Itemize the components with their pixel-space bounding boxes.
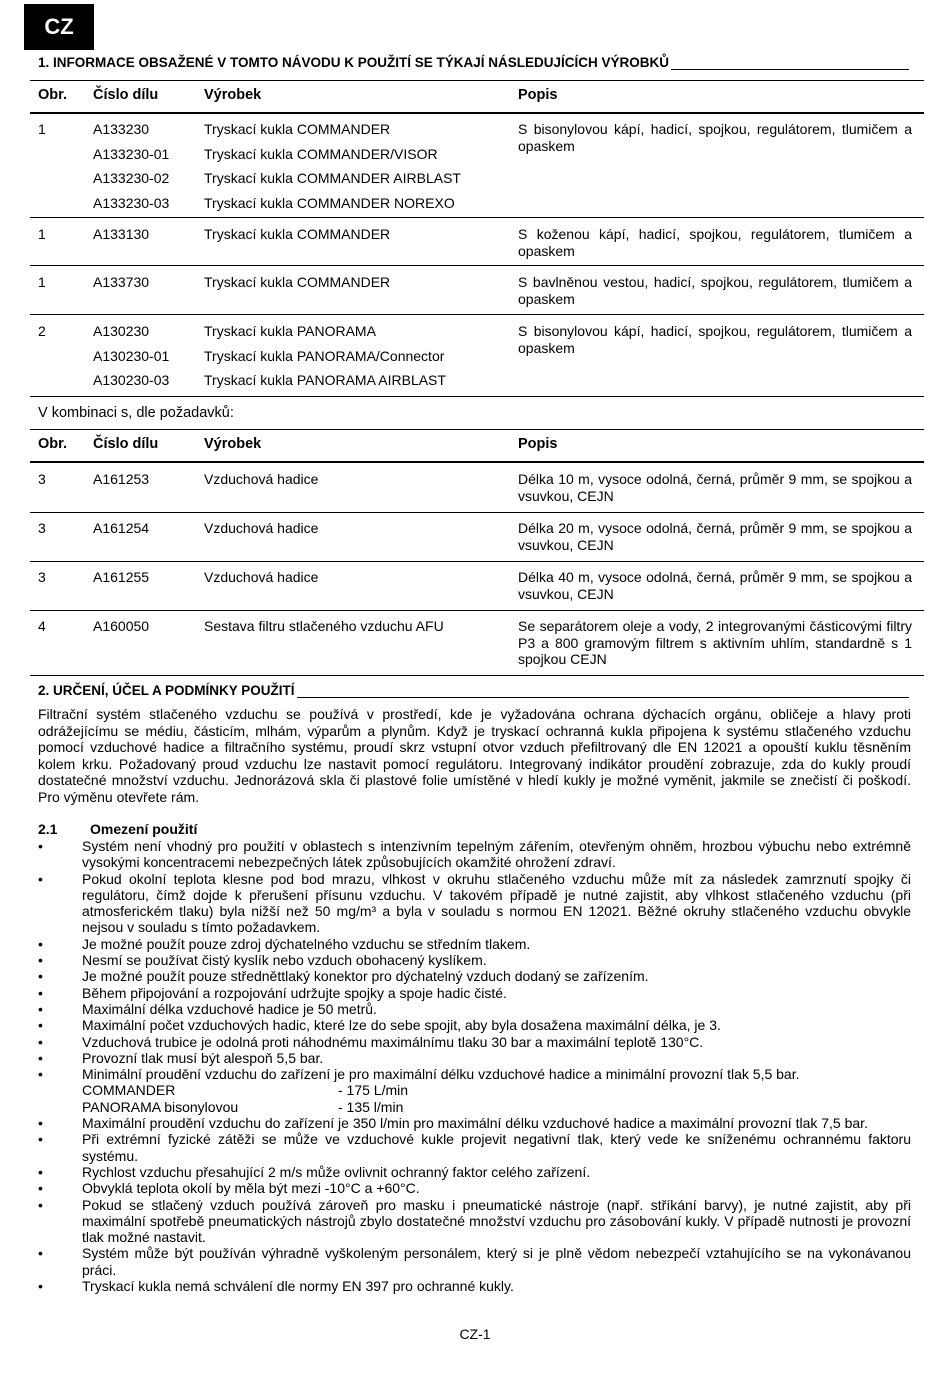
list-item [38,1017,911,1033]
list-item-text: Nesmí se používat čistý kyslík nebo vzduch obohacený kyslíkem. [82,952,487,969]
bullet-icon: • [38,968,43,985]
list-item [38,1131,911,1164]
part-number: A161255 [93,569,150,585]
part-number: A133230 [93,121,150,137]
list-item [38,1034,911,1050]
product-name: Tryskací kukla PANORAMA/Connector [204,347,445,364]
list-item [38,1115,911,1131]
list-item [38,838,911,871]
row-fig: 3 [38,520,46,536]
list-item [38,1245,911,1278]
col-header-desc: Popis [518,436,558,452]
product-name: Vzduchová hadice [204,569,319,585]
table-row [30,615,924,668]
part-number: A130230-01 [93,347,170,364]
bullet-icon: • [38,1245,43,1262]
bullet-icon: • [38,1196,43,1213]
part-number: A133130 [93,226,150,242]
table-row [30,468,924,504]
part-number: A161253 [93,471,150,487]
part-number: A161254 [93,520,150,536]
product-description: S bisonylovou kápí, hadicí, spojkou, regulátorem, tlumičem a opaskem [518,323,912,356]
bullet-icon: • [38,1131,43,1148]
list-item-text: Obvyklá teplota okolí by měla být mezi -10°C a +60°C. [82,1180,420,1197]
bullet-icon: • [38,1000,43,1017]
heading-underline [671,57,909,70]
row-divider [30,217,924,218]
row-fig: 1 [38,121,46,137]
row-fig: 3 [38,471,46,487]
col-header-part: Číslo dílu [93,436,159,452]
list-item-text: Systém není vhodný pro použití v oblastech s intenzivním tepelným zářením, otevřeným ohněm, hrozbou výbuchu nebo extrémně vysokými koncentracemi nebezpečných látek způsobujících okamžité ohrožení zdraví. [82,838,911,871]
list-item [38,1180,911,1196]
part-number: A160050 [93,618,150,634]
product-name: Tryskací kukla COMMANDER [204,274,391,290]
section-2-title: 2. URČENÍ, ÚČEL A PODMÍNKY POUŽITÍ [38,683,295,698]
flow-value: - 135 l/min [338,1098,404,1115]
subsection-number: 2.1 [38,821,58,837]
list-item [38,1066,911,1082]
row-divider [30,610,924,611]
product-name: Tryskací kukla PANORAMA [204,323,376,339]
row-divider [30,314,924,315]
product-name: Vzduchová hadice [204,520,319,536]
bullet-icon: • [38,952,43,969]
part-number: A133230-01 [93,145,170,162]
list-item-text: Při extrémní fyzické zátěži se může ve vzduchové kukle projevit negativní tlak, který vede ke sníženému ochrannému faktoru systému. [82,1131,911,1164]
bullet-icon: • [38,1163,43,1180]
list-item [38,871,911,936]
table-row [30,117,924,215]
row-fig: 3 [38,569,46,585]
bullet-icon: • [38,1033,43,1050]
row-divider [30,265,924,266]
list-item-text: Během připojování a rozpojování udržujte spojky a spoje hadic čisté. [82,984,507,1001]
section-2-heading [38,683,909,698]
col-header-product: Výrobek [204,87,262,103]
usage-paragraph: Filtrační systém stlačeného vzduchu se používá v prostředí, kde je vyžadována ochrana dýchacích orgánu, obličeje a hlavy proti odrážejícímu se médiu, částicím, mlhám, výparům a plynům. Když je tryskací ochranná kukla připojena k systému stlačeného vzduchu pomocí vzduchové hadice a filtračního systému, proudí skrz vstupní otvor vzduch přefiltrovaný dle EN 12021 a opouští kuklu těsněním kolem krku. Požadovaný proud vzduchu lze nastavit pomocí regulátoru. Integrovaný indikátor proudění zobrazuje, zda do kukly proudí dostatečné množství vzduchu. Jednorázová skla či plastové folie umístěné v hledí kukly je možné vyměnit, jakmile se znečistí či poškodí. Pro výměnu otevřete rám. [38,706,911,805]
list-item [38,1278,911,1294]
product-name: Tryskací kukla COMMANDER [204,121,391,137]
col-header-part: Číslo dílu [93,87,159,103]
list-item-text: Rychlost vzduchu přesahující 2 m/s může ovlivnit ochranný faktor celého zařízení. [82,1163,591,1180]
product-name: Vzduchová hadice [204,471,319,487]
bullet-icon: • [38,870,43,887]
product-name: Tryskací kukla COMMANDER NOREXO [204,194,455,211]
table-row [30,270,924,307]
list-item-text: Je možné použít pouze středněttlaký konektor pro dýchatelný vzduch dodaný se zařízením. [82,968,649,985]
product-description: Délka 20 m, vysoce odolná, černá, průměr 9 mm, se spojkou a vsuvkou, CEJN [518,520,912,553]
product-description: S koženou kápí, hadicí, spojkou, regulátorem, tlumičem a opaskem [518,226,912,259]
heading-underline [297,686,909,698]
list-item [38,1050,911,1066]
col-header-fig: Obr. [38,87,68,103]
table-header-rule [30,461,924,463]
section-1-title: 1. INFORMACE OBSAŽENÉ V TOMTO NÁVODU K POUŽITÍ SE TÝKAJÍ NÁSLEDUJÍCÍCH VÝROBKŮ [38,55,670,70]
part-number: A133230-02 [93,170,170,186]
bullet-icon: • [38,1049,43,1066]
bullet-icon: • [38,1017,43,1034]
bullet-icon: • [38,1066,43,1083]
table-row [30,319,924,393]
bullet-icon: • [38,935,43,952]
table-top-rule [30,429,924,430]
list-item-text: Maximální počet vzduchových hadic, které lze do sebe spojit, aby byla dosažena maximální délka, je 3. [82,1017,721,1034]
table-top-rule [30,80,924,81]
row-divider [30,512,924,513]
flow-row [38,1099,911,1115]
list-item-text: Systém může být používán výhradně vyškoleným personálem, který si je plně vědom nebezpečí vztahujícího se na vykonávanou práci. [82,1245,911,1278]
col-header-fig: Obr. [38,436,68,452]
part-number: A133230-03 [93,194,170,211]
table-row [30,517,924,553]
list-item-text: Je možné použít pouze zdroj dýchatelného vzduchu se středním tlakem. [82,935,531,952]
accessories-table-header [30,436,924,452]
col-header-product: Výrobek [204,436,262,452]
part-number: A130230-03 [93,372,170,388]
list-item-text: Maximální proudění vzduchu do zařízení je 350 l/min pro maximální délku vzduchové hadice a maximální provozní tlak 7,5 bar. [82,1115,868,1132]
product-name: Tryskací kukla COMMANDER [204,226,391,242]
flow-model: COMMANDER [82,1082,176,1099]
row-fig: 1 [38,226,46,242]
list-item [38,968,911,984]
subsection-title: Omezení použití [90,821,198,837]
list-item [38,985,911,1001]
list-item-text: Tryskací kukla nemá schválení dle normy EN 397 pro ochranné kukly. [82,1278,514,1295]
list-item [38,1001,911,1017]
list-item-text: Pokud okolní teplota klesne pod bod mrazu, vlhkost v okruhu stlačeného vzduchu může mít za následek zamrznutí spojky či regulátoru, čímž dojde k přerušení přísunu vzduchu. V takovém případě je nutné zajistit, aby vlhkost stlačeného vzduchu (při atmosferickém tlaku) byla nižší než 50 mg/m³ a byla v souladu s normou EN 12021. Běžné okruhy stlačeného vzduchu obvykle nejsou v souladu s tímto požadavkem. [82,870,911,936]
limitations-list [38,838,911,1294]
products-table-header [30,87,924,103]
combination-note: V kombinaci s, dle požadavků: [38,405,234,421]
row-divider [30,396,924,397]
row-fig: 4 [38,618,46,634]
table-row [30,222,924,259]
row-divider [30,561,924,562]
product-description: S bavlněnou vestou, hadicí, spojkou, regulátorem, tlumičem a opaskem [518,274,912,307]
list-item [38,936,911,952]
table-header-rule [30,112,924,114]
row-fig: 2 [38,323,46,339]
flow-model: PANORAMA bisonylovou [82,1098,239,1115]
list-item [38,1197,911,1246]
flow-value: - 175 L/min [338,1082,409,1099]
product-description: Délka 40 m, vysoce odolná, černá, průměr 9 mm, se spojkou a vsuvkou, CEJN [518,569,912,602]
page-number: CZ-1 [459,1326,491,1342]
list-item-text: Maximální délka vzduchové hadice je 50 metrů. [82,1000,377,1017]
product-name: Tryskací kukla PANORAMA AIRBLAST [204,372,446,388]
language-badge: CZ [24,4,94,50]
bullet-icon: • [38,1278,43,1295]
row-divider [30,675,924,676]
product-description: S bisonylovou kápí, hadicí, spojkou, regulátorem, tlumičem a opaskem [518,121,912,154]
part-number: A133730 [93,274,150,290]
product-description: Se separátorem oleje a vody, 2 integrovanými částicovými filtry P3 a 800 gramovým filtrem s aktivním uhlím, standardně s 1 spojkou CEJN [518,618,912,667]
product-description: Délka 10 m, vysoce odolná, černá, průměr 9 mm, se spojkou a vsuvkou, CEJN [518,471,912,504]
row-fig: 1 [38,274,46,290]
bullet-icon: • [38,984,43,1001]
product-name: Tryskací kukla COMMANDER AIRBLAST [204,170,461,186]
section-1-heading [38,55,909,70]
list-item [38,1164,911,1180]
product-name: Sestava filtru stlačeného vzduchu AFU [204,618,444,634]
flow-row [38,1082,911,1098]
list-item [38,952,911,968]
bullet-icon: • [38,838,43,854]
list-item-text: Pokud se stlačený vzduch používá zároveň pro masku i pneumatické nástroje (např. stříkání barvy), je nutné zajistit, aby při maximální spotřebě pneumatických nástrojů zbylo dostatečné množství vzduchu pro zásobování kukly. V případě nutnosti je provozní tlak možné nastavit. [82,1196,911,1246]
list-item-text: Provozní tlak musí být alespoň 5,5 bar. [82,1049,324,1066]
bullet-icon: • [38,1180,43,1197]
product-name: Tryskací kukla COMMANDER/VISOR [204,145,438,162]
list-item-text: Vzduchová trubice je odolná proti náhodnému maximálnímu tlaku 30 bar a maximální teplotě 130°C. [82,1033,704,1050]
bullet-icon: • [38,1115,43,1132]
table-row [30,566,924,602]
subsection-heading [38,821,197,837]
part-number: A130230 [93,323,150,339]
list-item-text: Minimální proudění vzduchu do zařízení je pro maximální délku vzduchové hadice a minimální provozní tlak 5,5 bar. [82,1066,800,1083]
col-header-desc: Popis [518,87,558,103]
